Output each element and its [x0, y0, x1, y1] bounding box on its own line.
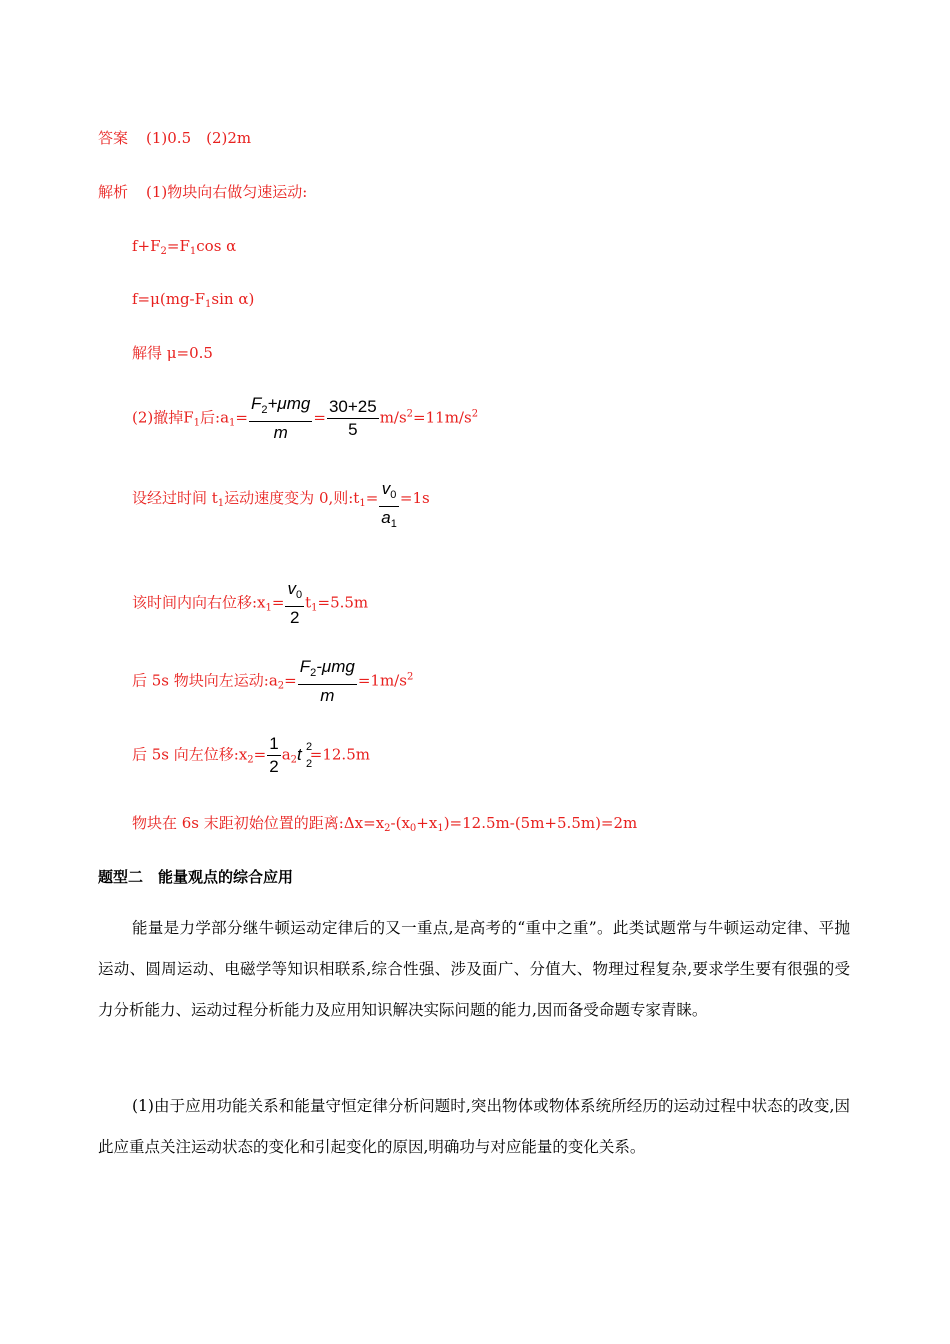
step7-post: )=12.5m-(5m+5.5m)=2m: [443, 814, 638, 832]
step6-eq: =: [253, 745, 267, 764]
step6-t-sup: 2: [306, 740, 313, 753]
step2-post2: =11m/s: [413, 408, 472, 427]
step6-post: =12.5m: [309, 745, 370, 764]
eq3-text: 解得 μ=0.5: [132, 344, 213, 362]
step2-sub1: 1: [193, 417, 201, 429]
step3-num: [379, 478, 399, 506]
eq1-sub2: 1: [189, 246, 197, 257]
step2-den: m: [273, 423, 288, 442]
step4-eq: =: [271, 593, 285, 612]
step7-mid2: +x: [416, 814, 438, 832]
step4-sub1: 1: [265, 602, 272, 614]
step5-pre: 后 5s 物块向左运动:a: [132, 671, 278, 690]
eq1-post: cos α: [196, 237, 237, 255]
step5-den: m: [320, 686, 335, 705]
step2-num-Fsub: 2: [261, 404, 268, 416]
equation-force-balance: [132, 236, 236, 262]
step3-pre: 设经过时间 t: [132, 489, 218, 507]
step6-a: a: [281, 745, 291, 764]
step4-post-sub: 1: [311, 602, 318, 614]
step2-den2: 5: [348, 420, 358, 439]
step2-post: m/s: [379, 408, 407, 427]
answer-line: [98, 128, 251, 148]
step2-eq-b: =: [313, 408, 326, 427]
step7-sub1: 2: [384, 823, 391, 834]
equation-friction: [132, 289, 254, 315]
step4-num: [285, 578, 304, 606]
step2-num2: 30+25: [328, 397, 377, 416]
step3-den: [379, 507, 399, 535]
answer-text: (1)0.5 (2)2m: [146, 129, 252, 147]
step6-t: t: [297, 744, 302, 764]
step7-sub3: 1: [437, 823, 444, 834]
analysis-intro: (1)物块向右做匀速运动:: [146, 183, 308, 201]
step3-time: [132, 479, 430, 535]
eq2-pre: f=μ(mg-F: [132, 290, 206, 308]
step2-post2-sup: 2: [471, 408, 479, 420]
step2-fraction-numeric: [327, 396, 379, 441]
step4-num-vsub: 0: [295, 589, 303, 601]
step6-fraction: [267, 733, 280, 778]
step4-post2: =5.5m: [317, 593, 369, 612]
step6-num: 1: [269, 734, 279, 753]
eq1-mid: =F: [166, 237, 190, 255]
step7-sub2: 0: [409, 823, 417, 834]
step7-mid: -(x: [390, 814, 410, 832]
section-paragraph-2: (1)由于应用功能关系和能量守恒定律分析问题时,突出物体或物体系统所经历的运动过程中状态的改变,因此应重点关注运动状态的变化和引起变化的原因,明确功与对应能量的变化关系。: [98, 1097, 850, 1156]
step4-pre: 该时间内向右位移:x: [132, 593, 266, 612]
step7-final-distance: [132, 813, 637, 839]
step3-den-a: a: [381, 508, 391, 527]
section-paragraph-1: 能量是力学部分继牛顿运动定律后的又一重点,是高考的“重中之重”。此类试题常与牛顿运动定律、平抛运动、圆周运动、电磁学等知识相联系,综合性强、涉及面广、分值大、物理过程复杂,要求学生要有很强的受力分析能力、运动过程分析能力及应用知识解决实际问题的能力,因而备受命题专家青睐。: [98, 919, 850, 1019]
step5-num-rest: -μmg: [316, 657, 355, 676]
step6-t-sub: 2: [306, 757, 313, 770]
step5-num: [298, 656, 357, 684]
step4-post: t: [305, 593, 312, 612]
step6-t-term: [297, 740, 313, 770]
step3-fraction: [379, 478, 399, 535]
eq2-sub1: 1: [205, 299, 212, 310]
eq1-pre: f+F: [132, 237, 161, 255]
analysis-line: [98, 182, 307, 202]
step4-displacement-right: [132, 578, 368, 629]
step5-post-sup: 2: [406, 671, 414, 683]
step6-sub1: 2: [247, 754, 254, 766]
step2-num: [249, 393, 312, 421]
step2-mid: 后:a: [200, 408, 230, 427]
step3-num-v: v: [381, 479, 391, 498]
step2-pre: (2)撤掉F: [132, 408, 194, 427]
step2-fraction-symbolic: [249, 393, 312, 444]
step5-eq: =: [284, 671, 297, 690]
step4-num-v: v: [287, 579, 296, 598]
eq2-post: sin α): [211, 290, 255, 308]
step6-displacement-left: [132, 733, 370, 778]
section-heading: 题型二 能量观点的综合应用: [98, 868, 294, 886]
step3-eq: =: [365, 489, 379, 507]
step6-pre: 后 5s 向左位移:x: [132, 745, 248, 764]
step3-post: =1s: [399, 489, 430, 507]
step2-eq: =: [235, 408, 248, 427]
step2-num-F: F: [250, 394, 262, 413]
step2-num-rest: +μmg: [267, 394, 311, 413]
analysis-label: 解析: [98, 183, 129, 201]
step2-sub2: 1: [229, 417, 236, 429]
step3-mid: 运动速度变为 0,则:t: [224, 489, 360, 507]
step4-den: 2: [290, 608, 300, 627]
step2-post-sup: 2: [406, 408, 414, 420]
step2-acceleration: [132, 393, 478, 444]
step5-post: =1m/s: [357, 671, 407, 690]
step3-den-asub: 1: [390, 518, 397, 530]
step3-sub2: 1: [359, 498, 366, 509]
step5-fraction: [298, 656, 357, 707]
answer-label: 答案: [98, 129, 129, 147]
eq1-sub1: 2: [160, 246, 167, 257]
step3-sub1: 1: [217, 498, 225, 509]
step6-den: 2: [269, 757, 279, 776]
equation-solution-mu: [132, 343, 213, 363]
step6-a-sub: 2: [290, 754, 298, 766]
step7-pre: 物块在 6s 末距初始位置的距离:Δx=x: [132, 814, 385, 832]
step5-sub1: 2: [277, 680, 285, 692]
step5-acceleration-left: [132, 656, 413, 707]
step3-num-vsub: 0: [390, 489, 397, 501]
step4-fraction: [285, 578, 304, 629]
step5-num-F: F: [299, 657, 311, 676]
step5-num-Fsub: 2: [310, 667, 317, 679]
